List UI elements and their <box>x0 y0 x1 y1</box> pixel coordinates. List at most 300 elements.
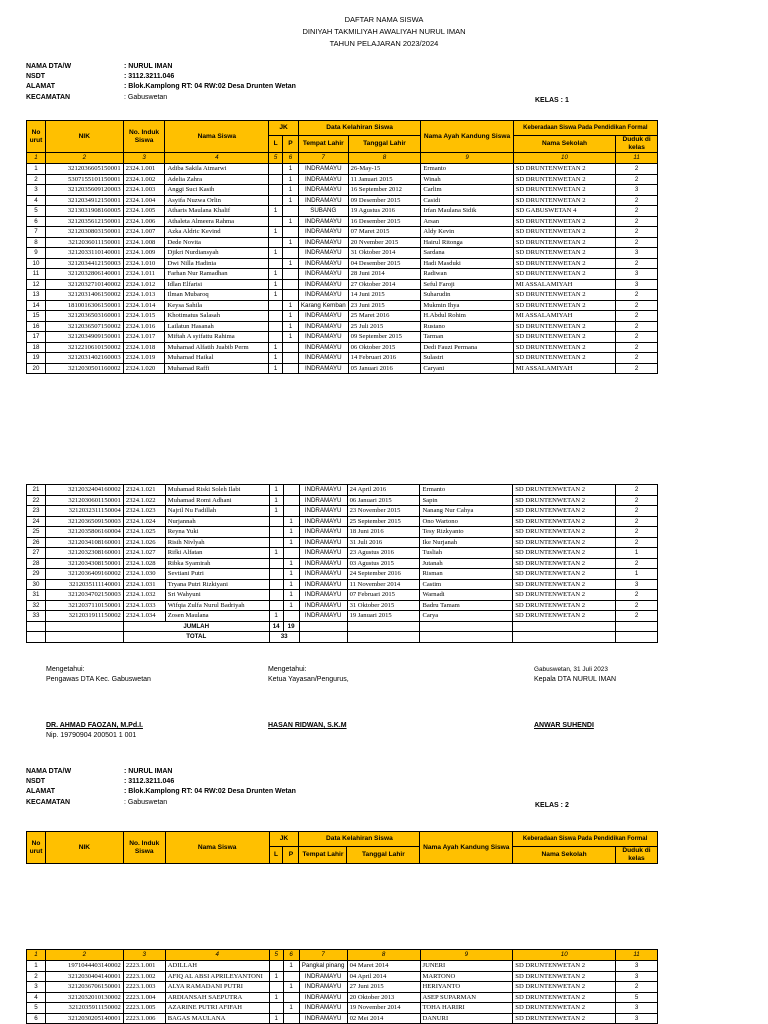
cell-jk-p <box>283 611 299 622</box>
cell-row-no: 12 <box>27 279 46 290</box>
cell-tempat-lahir: INDRAMAYU <box>299 537 347 548</box>
cell-no-induk: 2324.1.022 <box>123 495 165 506</box>
cell-nama-siswa: Adelia Zahra <box>165 174 269 185</box>
table-row <box>27 164 658 175</box>
cell-duduk-kelas: 2 <box>616 537 658 548</box>
cell-duduk-kelas: 2 <box>616 363 658 374</box>
cell-nama-sekolah: SD DRUNTENWETAN 2 <box>513 558 616 569</box>
signature-middle <box>268 665 349 685</box>
cell-tanggal-lahir: 25 Maret 2016 <box>348 311 421 322</box>
cell-tanggal-lahir: 16 Desember 2015 <box>348 216 421 227</box>
cell-jk-p: 1 <box>283 558 299 569</box>
cell-nama-sekolah: SD DRUNTENWETAN 2 <box>513 579 616 590</box>
cell-jk-p <box>283 992 299 1003</box>
cell-nama-ayah: Sardana <box>421 248 513 259</box>
cell-tempat-lahir: INDRAMAYU <box>299 558 347 569</box>
cell-no-induk: 2223.1.005 <box>123 1003 165 1014</box>
index-nama-ayah: 9 <box>421 153 513 164</box>
info-label: NSDT <box>26 778 46 786</box>
cell-tempat-lahir: INDRAMAYU <box>299 600 347 611</box>
cell-nama-sekolah: SD DRUNTENWETAN 2 <box>513 290 616 301</box>
cell-nama-ayah: Hairul Ritonga <box>421 237 513 248</box>
index-jk-p: 6 <box>283 950 299 961</box>
cell-nama-ayah: Caryani <box>421 363 513 374</box>
cell-jk-p: 1 <box>283 174 299 185</box>
cell-row-no: 3 <box>27 982 46 993</box>
cell-row-no: 24 <box>27 516 46 527</box>
cell-tempat-lahir: Karang Kemban <box>298 300 348 311</box>
cell-nama-siswa: Muhamad Alfatih Juabib Perm <box>165 342 269 353</box>
cell-nama-sekolah: SD DRUNTENWETAN 2 <box>513 353 616 364</box>
header-no: No urut <box>27 121 46 153</box>
cell-tanggal-lahir: 14 Juni 2015 <box>348 290 421 301</box>
cell-jk-l <box>269 558 283 569</box>
header-jk: JK <box>269 832 299 847</box>
cell-jk-l: 1 <box>269 971 283 982</box>
info-block-2 <box>26 767 296 808</box>
cell-jk-p <box>283 506 299 517</box>
cell-no-induk: 2223.1.002 <box>123 971 165 982</box>
cell-nama-siswa: Keysa Sahila <box>165 300 269 311</box>
table-row <box>27 611 658 622</box>
cell-nama-sekolah: SD DRUNTENWETAN 2 <box>513 237 616 248</box>
cell-row-no: 28 <box>27 558 46 569</box>
header-keberadaan: Keberadaan Siswa Pada Pendidikan Formal <box>513 832 658 847</box>
cell-nama-sekolah: SD DRUNTENWETAN 2 <box>513 982 616 993</box>
table-row <box>27 1003 658 1014</box>
kelas-label-1: KELAS : 1 <box>535 97 569 104</box>
cell-tanggal-lahir: 24 April 2016 <box>347 485 420 496</box>
jumlah-l: 14 <box>269 621 283 632</box>
cell-no-induk: 2324.1.003 <box>123 185 165 196</box>
cell-jk-l: 1 <box>269 506 283 517</box>
cell-nik: 3212034308150001 <box>45 558 123 569</box>
cell-jk-p: 1 <box>283 185 299 196</box>
cell-nama-ayah: Risman <box>420 569 513 580</box>
cell-jk-l <box>269 590 283 601</box>
info-label: NAMA DTA/W <box>26 63 72 70</box>
cell-nik: 3212032710140002 <box>45 279 123 290</box>
cell-nama-sekolah: SD DRUNTENWETAN 2 <box>513 516 616 527</box>
cell-tanggal-lahir: 11 November 2014 <box>347 579 420 590</box>
cell-jk-l <box>269 258 283 269</box>
header-tanggal: Tanggal Lahir <box>347 847 420 864</box>
cell-tanggal-lahir: 09 Desember 2015 <box>348 195 421 206</box>
cell-nik: 3212035911150002 <box>45 1003 123 1014</box>
cell-nama-ayah: Radiwan <box>421 269 513 280</box>
cell-tempat-lahir: INDRAMAYU <box>299 485 347 496</box>
cell-nama-siswa: Muhamad Haikal <box>165 353 269 364</box>
cell-jk-l <box>269 961 283 972</box>
cell-tempat-lahir: INDRAMAYU <box>298 279 348 290</box>
cell-tempat-lahir: INDRAMAYU <box>298 164 348 175</box>
cell-jk-p: 1 <box>283 600 299 611</box>
cell-nama-sekolah: SD DRUNTENWETAN 2 <box>513 992 616 1003</box>
cell-tempat-lahir: INDRAMAYU <box>298 269 348 280</box>
cell-jk-p <box>283 363 299 374</box>
cell-tempat-lahir: INDRAMAYU <box>299 1013 347 1024</box>
index-nik: 2 <box>45 153 123 164</box>
cell-no-induk: 2324.1.010 <box>123 258 165 269</box>
cell-duduk-kelas: 3 <box>616 269 658 280</box>
info-block-1 <box>26 62 296 103</box>
cell-nama-ayah: Irfan Maulana Sidik <box>421 206 513 217</box>
cell-tanggal-lahir: 25 Juli 2015 <box>348 321 421 332</box>
table-row <box>27 279 658 290</box>
sig-left-name: DR. AHMAD FAOZAN, M.Pd.I. <box>46 722 143 729</box>
cell-nama-sekolah: SD DRUNTENWETAN 2 <box>513 590 616 601</box>
cell-nama-sekolah: SD DRUNTENWETAN 2 <box>513 971 616 982</box>
cell-duduk-kelas: 2 <box>616 300 658 311</box>
cell-row-no: 11 <box>27 269 46 280</box>
cell-nama-siswa: AFIQ AL ABSI APRILEYANTONI <box>165 971 269 982</box>
cell-nama-ayah: Arsan <box>421 216 513 227</box>
cell-row-no: 27 <box>27 548 46 559</box>
cell-duduk-kelas: 2 <box>616 353 658 364</box>
cell-row-no: 4 <box>27 992 46 1003</box>
cell-no-induk: 2324.1.016 <box>123 321 165 332</box>
cell-row-no: 18 <box>27 342 46 353</box>
cell-nama-sekolah: SD DRUNTENWETAN 2 <box>513 548 616 559</box>
cell-nama-sekolah: MI ASSALAMIYAH <box>513 311 616 322</box>
cell-nama-sekolah: SD DRUNTENWETAN 2 <box>513 1013 616 1024</box>
index-row-no: 1 <box>27 153 46 164</box>
cell-no-induk: 2324.1.034 <box>123 611 165 622</box>
index-no-induk: 3 <box>123 950 165 961</box>
cell-jk-p <box>283 1013 299 1024</box>
header-keberadaan: Keberadaan Siswa Pada Pendidikan Formal <box>513 121 657 136</box>
cell-nama-siswa: Lailatun Hasanah <box>165 321 269 332</box>
cell-nik: 3212035806160004 <box>45 527 123 538</box>
cell-jk-p <box>283 279 299 290</box>
cell-duduk-kelas: 2 <box>616 600 658 611</box>
cell-no-induk: 2324.1.030 <box>123 569 165 580</box>
cell-duduk-kelas: 2 <box>616 216 658 227</box>
cell-row-no: 29 <box>27 569 46 580</box>
cell-nama-ayah: Ermanto <box>421 164 513 175</box>
sig-mid-name: HASAN RIDWAN, S.K.M <box>268 722 347 729</box>
signature-left <box>46 665 151 685</box>
cell-nama-siswa: Nurjannah <box>165 516 269 527</box>
index-jk-p: 6 <box>283 153 299 164</box>
cell-row-no: 21 <box>27 485 46 496</box>
cell-nama-siswa: Farhan Nur Ramadhan <box>165 269 269 280</box>
cell-nik: 3212210610150002 <box>45 342 123 353</box>
index-tempat-lahir: 7 <box>298 153 348 164</box>
cell-nama-ayah: Ike Nurjanah <box>420 537 513 548</box>
cell-duduk-kelas: 3 <box>616 579 658 590</box>
cell-nama-siswa: Sevtiani Putri <box>165 569 269 580</box>
cell-duduk-kelas: 2 <box>616 290 658 301</box>
cell-no-induk: 2223.1.004 <box>123 992 165 1003</box>
table-row <box>27 195 658 206</box>
cell-duduk-kelas: 2 <box>616 495 658 506</box>
cell-nama-sekolah: SD DRUNTENWETAN 2 <box>513 195 616 206</box>
sig-mid-line2: Ketua Yayasan/Pengurus, <box>268 676 349 683</box>
cell-row-no: 20 <box>27 363 46 374</box>
header-p: P <box>283 136 299 153</box>
cell-nama-sekolah: SD DRUNTENWETAN 2 <box>513 321 616 332</box>
cell-jk-l: 1 <box>269 269 283 280</box>
cell-row-no: 16 <box>27 321 46 332</box>
cell-duduk-kelas: 2 <box>616 321 658 332</box>
table-row <box>27 558 658 569</box>
title-line-2: DINIYAH TAKMILIYAH AWALIYAH NURUL IMAN <box>302 27 466 36</box>
cell-nama-siswa: Risih Nivlyah <box>165 537 269 548</box>
header-nik: NIK <box>45 121 123 153</box>
table-row <box>27 527 658 538</box>
cell-nik: 3212032308160001 <box>45 548 123 559</box>
cell-jk-p: 1 <box>283 321 299 332</box>
cell-nik: 1971044403140002 <box>45 961 123 972</box>
cell-jk-l <box>269 332 283 343</box>
cell-tanggal-lahir: 27 Oktober 2014 <box>348 279 421 290</box>
table-row <box>27 311 658 322</box>
cell-nama-siswa: Muhamad Raffi <box>165 363 269 374</box>
cell-nik: 3212036706150001 <box>45 982 123 993</box>
cell-tempat-lahir: Pangkal pinang <box>299 961 347 972</box>
cell-jk-p: 1 <box>283 1003 299 1014</box>
cell-nik: 3212033110140001 <box>45 248 123 259</box>
cell-tanggal-lahir: 31 Oktober 2015 <box>347 600 420 611</box>
cell-nik: 3212034412150003 <box>45 258 123 269</box>
cell-nama-sekolah: SD DRUNTENWETAN 2 <box>513 216 616 227</box>
kelas-label-2: KELAS : 2 <box>535 802 569 809</box>
cell-nama-ayah: Suharudin <box>421 290 513 301</box>
cell-tempat-lahir: INDRAMAYU <box>298 353 348 364</box>
cell-no-induk: 2324.1.011 <box>123 269 165 280</box>
cell-nama-ayah: Ermanto <box>420 485 513 496</box>
cell-nama-ayah: Hadi Masduki <box>421 258 513 269</box>
cell-row-no: 4 <box>27 195 46 206</box>
cell-no-induk: 2324.1.025 <box>123 527 165 538</box>
cell-tanggal-lahir: 09 September 2015 <box>348 332 421 343</box>
cell-no-induk: 2324.1.017 <box>123 332 165 343</box>
cell-nama-ayah: Tesy Rizkyanto <box>420 527 513 538</box>
index-nama-siswa: 4 <box>165 153 269 164</box>
cell-tanggal-lahir: 04 April 2014 <box>347 971 420 982</box>
info-value: : 3112.3211.046 <box>124 73 175 81</box>
cell-tempat-lahir: INDRAMAYU <box>298 363 348 374</box>
info-label: ALAMAT <box>26 83 56 91</box>
cell-row-no: 25 <box>27 527 46 538</box>
cell-tanggal-lahir: 02 Mei 2014 <box>347 1013 420 1024</box>
index-nik: 2 <box>45 950 123 961</box>
cell-nama-ayah: JUNERI <box>420 961 513 972</box>
cell-nama-sekolah: SD DRUNTENWETAN 2 <box>513 185 616 196</box>
cell-tempat-lahir: INDRAMAYU <box>298 342 348 353</box>
cell-tempat-lahir: INDRAMAYU <box>299 611 347 622</box>
cell-row-no: 15 <box>27 311 46 322</box>
cell-row-no: 17 <box>27 332 46 343</box>
cell-no-induk: 2324.1.027 <box>123 548 165 559</box>
cell-tempat-lahir: INDRAMAYU <box>298 216 348 227</box>
cell-nama-sekolah: SD DRUNTENWETAN 2 <box>513 227 616 238</box>
cell-no-induk: 2324.1.028 <box>123 558 165 569</box>
header-sekolah: Nama Sekolah <box>513 136 616 153</box>
cell-row-no: 23 <box>27 506 46 517</box>
cell-tempat-lahir: INDRAMAYU <box>298 227 348 238</box>
header-ayah: Nama Ayah Kandung Siswa <box>420 832 513 864</box>
cell-duduk-kelas: 2 <box>616 342 658 353</box>
cell-nama-siswa: Ribka Syamirah <box>165 558 269 569</box>
cell-jk-l: 1 <box>269 548 283 559</box>
cell-no-induk: 2324.1.018 <box>123 342 165 353</box>
jumlah-p: 19 <box>283 621 299 632</box>
sig-mid-line1: Mengetahui: <box>268 666 307 673</box>
cell-duduk-kelas: 2 <box>616 237 658 248</box>
info-label: KECAMATAN <box>26 798 71 806</box>
header-kelas: Duduk di kelas <box>615 847 657 864</box>
cell-tanggal-lahir: 04 Desember 2015 <box>348 258 421 269</box>
header-nama: Nama Siswa <box>165 832 269 864</box>
table-row <box>27 1013 658 1024</box>
cell-tempat-lahir: INDRAMAYU <box>298 321 348 332</box>
index-jk-l: 5 <box>269 153 283 164</box>
cell-nama-sekolah: SD DRUNTENWETAN 2 <box>513 569 616 580</box>
cell-no-induk: 2324.1.004 <box>123 195 165 206</box>
cell-duduk-kelas: 3 <box>616 279 658 290</box>
table-row <box>27 353 658 364</box>
cell-jk-l: 1 <box>269 290 283 301</box>
cell-no-induk: 2324.1.023 <box>123 506 165 517</box>
cell-jk-l: 1 <box>269 485 283 496</box>
index-duduk-kelas: 11 <box>616 950 658 961</box>
header-l: L <box>269 136 283 153</box>
cell-no-induk: 2324.1.002 <box>123 174 165 185</box>
jumlah-label: JUMLAH <box>123 621 269 632</box>
cell-nama-ayah: Seful Faroji <box>421 279 513 290</box>
cell-tempat-lahir: SUBANG <box>298 206 348 217</box>
cell-duduk-kelas: 2 <box>616 611 658 622</box>
cell-jk-l: 1 <box>269 248 283 259</box>
header-tempat: Tempat Lahir <box>299 847 347 864</box>
table-row <box>27 237 658 248</box>
cell-nama-sekolah: SD DRUNTENWETAN 2 <box>513 174 616 185</box>
table-row <box>27 227 658 238</box>
cell-tempat-lahir: INDRAMAYU <box>299 516 347 527</box>
cell-jk-l <box>269 195 283 206</box>
cell-nama-ayah: Mukmin Ihya <box>421 300 513 311</box>
header-induk: No. Induk Siswa <box>123 121 165 153</box>
cell-tempat-lahir: INDRAMAYU <box>299 590 347 601</box>
cell-nama-sekolah: SD DRUNTENWETAN 2 <box>513 248 616 259</box>
cell-jk-l: 1 <box>269 611 283 622</box>
cell-nama-siswa: Idlan Elfarisi <box>165 279 269 290</box>
table-row <box>27 248 658 259</box>
cell-row-no: 32 <box>27 600 46 611</box>
cell-jk-p <box>283 548 299 559</box>
cell-tempat-lahir: INDRAMAYU <box>298 174 348 185</box>
cell-tempat-lahir: INDRAMAYU <box>298 185 348 196</box>
cell-jk-l <box>269 982 283 993</box>
table-row <box>27 506 658 517</box>
cell-jk-p <box>283 290 299 301</box>
cell-nik: 3212032010130002 <box>45 992 123 1003</box>
cell-nama-siswa: ADILLAH <box>165 961 269 972</box>
cell-duduk-kelas: 1 <box>616 569 658 580</box>
info-value: : Blok.Kamplong RT: 04 RW:02 Desa Drunten Wetan <box>124 788 296 796</box>
cell-nik: 3212030601150001 <box>45 495 123 506</box>
cell-tanggal-lahir: 28 Juni 2014 <box>348 269 421 280</box>
cell-nik: 3212036509150003 <box>45 516 123 527</box>
index-nama-siswa: 4 <box>165 950 269 961</box>
cell-no-induk: 2223.1.001 <box>123 961 165 972</box>
cell-no-induk: 2324.1.015 <box>123 311 165 322</box>
cell-nama-siswa: ARDIANSAH SAEPUTRA <box>165 992 269 1003</box>
cell-nik: 3212030205140001 <box>45 1013 123 1024</box>
cell-duduk-kelas: 3 <box>616 185 658 196</box>
sig-right-line1: Gabuswetan, 31 Juli 2023 <box>534 666 608 673</box>
cell-row-no: 1 <box>27 164 46 175</box>
cell-jk-l <box>269 321 283 332</box>
cell-jk-l: 1 <box>269 227 283 238</box>
cell-nama-ayah: HERIYANTO <box>420 982 513 993</box>
cell-nik: 5307155101150001 <box>45 174 123 185</box>
cell-nik: 3212031911150002 <box>45 611 123 622</box>
cell-nik: 3212030501160002 <box>45 363 123 374</box>
cell-no-induk: 2324.1.007 <box>123 227 165 238</box>
cell-jk-p: 1 <box>283 961 299 972</box>
cell-jk-l <box>269 527 283 538</box>
cell-no-induk: 2324.1.033 <box>123 600 165 611</box>
cell-tanggal-lahir: 07 Februari 2015 <box>347 590 420 601</box>
cell-tempat-lahir: INDRAMAYU <box>299 971 347 982</box>
student-table-2-header <box>26 831 658 864</box>
cell-tanggal-lahir: 04 Maret 2014 <box>347 961 420 972</box>
cell-jk-p <box>283 342 299 353</box>
cell-nik: 3213031908160005 <box>45 206 123 217</box>
cell-jk-l <box>269 1003 283 1014</box>
table-row <box>27 185 658 196</box>
cell-no-induk: 2324.1.001 <box>123 164 165 175</box>
table-row <box>27 516 658 527</box>
cell-tanggal-lahir: 14 Februari 2016 <box>348 353 421 364</box>
cell-nama-siswa: Zosen Maulana <box>165 611 269 622</box>
cell-nama-sekolah: SD DRUNTENWETAN 2 <box>513 527 616 538</box>
cell-duduk-kelas: 2 <box>616 227 658 238</box>
cell-nama-siswa: Dwi Nilla Hadinia <box>165 258 269 269</box>
cell-jk-p <box>283 971 299 982</box>
index-no-induk: 3 <box>123 153 165 164</box>
sig-mid-name-block <box>268 721 347 731</box>
total-row <box>27 632 658 643</box>
cell-nik: 3212034702150003 <box>45 590 123 601</box>
cell-tanggal-lahir: 24 September 2016 <box>347 569 420 580</box>
cell-nama-siswa: AZARINE PUTRI AFIFAH <box>165 1003 269 1014</box>
index-jk-l: 5 <box>269 950 283 961</box>
header-p: P <box>283 847 299 864</box>
cell-nama-ayah: Carya <box>420 611 513 622</box>
sig-right-name-block <box>534 721 594 731</box>
cell-tanggal-lahir: 07 Maret 2015 <box>348 227 421 238</box>
cell-no-induk: 2324.1.032 <box>123 590 165 601</box>
cell-no-induk: 2324.1.008 <box>123 237 165 248</box>
cell-tanggal-lahir: 18 Juni 2016 <box>347 527 420 538</box>
cell-no-induk: 2324.1.019 <box>123 353 165 364</box>
cell-nama-ayah: Rustano <box>421 321 513 332</box>
cell-jk-p <box>283 269 299 280</box>
index-tanggal-lahir: 8 <box>347 950 420 961</box>
cell-tanggal-lahir: 23 November 2015 <box>347 506 420 517</box>
cell-jk-l <box>269 600 283 611</box>
cell-nama-sekolah: SD DRUNTENWETAN 2 <box>513 506 616 517</box>
cell-nama-sekolah: SD DRUNTENWETAN 2 <box>513 611 616 622</box>
header-nama: Nama Siswa <box>165 121 269 153</box>
cell-nama-sekolah: SD DRUNTENWETAN 2 <box>513 495 616 506</box>
cell-tempat-lahir: INDRAMAYU <box>299 982 347 993</box>
total-label: TOTAL <box>123 632 269 643</box>
